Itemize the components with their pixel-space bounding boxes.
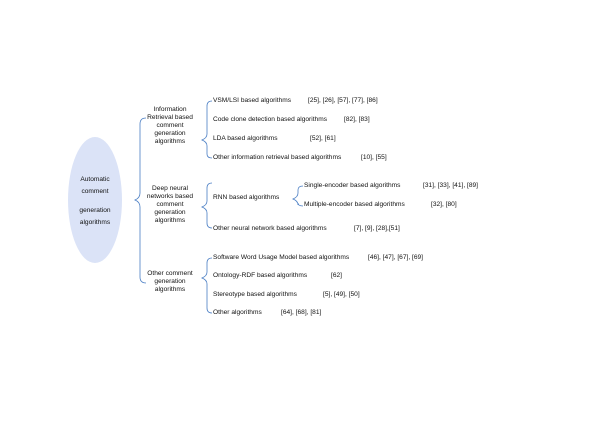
leaf-name: Multiple-encoder based algorithms bbox=[304, 201, 405, 208]
leaf-name: Stereotype based algorithms bbox=[213, 291, 297, 298]
leaf-name: Other algorithms bbox=[213, 309, 262, 316]
category-line: networks based bbox=[146, 193, 194, 200]
root-line: generation bbox=[79, 207, 111, 214]
dnn-brace bbox=[202, 183, 212, 228]
leaf-name: Other information retrieval based algorithms bbox=[213, 154, 342, 161]
leaf-refs: [46], [47], [67], [69] bbox=[368, 254, 423, 261]
category-line: algorithms bbox=[154, 286, 186, 293]
leaf-name: Ontology-RDF based algorithms bbox=[213, 272, 308, 279]
leaf-name: Software Word Usage Model based algorithms bbox=[213, 254, 350, 261]
leaf-refs: [62] bbox=[331, 272, 342, 279]
leaf-name: Single-encoder based algorithms bbox=[304, 182, 401, 189]
leaf-name: Other neural network based algorithms bbox=[213, 225, 327, 232]
leaf-refs: [64], [68], [81] bbox=[281, 309, 322, 316]
category-line: generation bbox=[154, 278, 186, 285]
rnn-brace bbox=[293, 186, 303, 206]
root-line: algorithms bbox=[79, 219, 111, 226]
leaf-name: VSM/LSI based algorithms bbox=[213, 97, 292, 104]
category-line: generation bbox=[154, 130, 186, 137]
leaf-name: LDA based algorithms bbox=[213, 135, 278, 142]
subcategory-rnn: RNN based algorithms bbox=[213, 194, 280, 201]
category-line: Information bbox=[153, 106, 187, 113]
category-line: Retrieval based bbox=[147, 114, 193, 121]
category-line: algorithms bbox=[154, 138, 186, 145]
category-line: algorithms bbox=[154, 217, 186, 224]
ir-brace bbox=[202, 101, 212, 158]
category-line: comment bbox=[156, 201, 184, 208]
category-line: Other comment bbox=[147, 270, 193, 277]
leaf-refs: [25], [26], [57], [77], [86] bbox=[308, 97, 378, 104]
leaf-refs: [7], [9], [28],[51] bbox=[354, 225, 400, 232]
leaf-refs: [32], [80] bbox=[431, 201, 457, 208]
leaf-refs: [31], [33], [41], [89] bbox=[423, 182, 478, 189]
category-line: comment bbox=[156, 122, 184, 129]
leaf-name: Code clone detection based algorithms bbox=[213, 116, 327, 123]
root-ellipse bbox=[68, 137, 122, 263]
leaf-refs: [5], [49], [50] bbox=[323, 291, 360, 298]
root-line: Automatic bbox=[80, 176, 110, 183]
leaf-refs: [10], [55] bbox=[361, 154, 387, 161]
category-line: generation bbox=[154, 209, 186, 216]
leaf-refs: [52], [61] bbox=[310, 135, 336, 142]
other-brace bbox=[202, 258, 212, 313]
root-line: comment bbox=[81, 188, 109, 195]
category-line: Deep neural bbox=[152, 185, 188, 192]
leaf-refs: [82], [83] bbox=[344, 116, 370, 123]
